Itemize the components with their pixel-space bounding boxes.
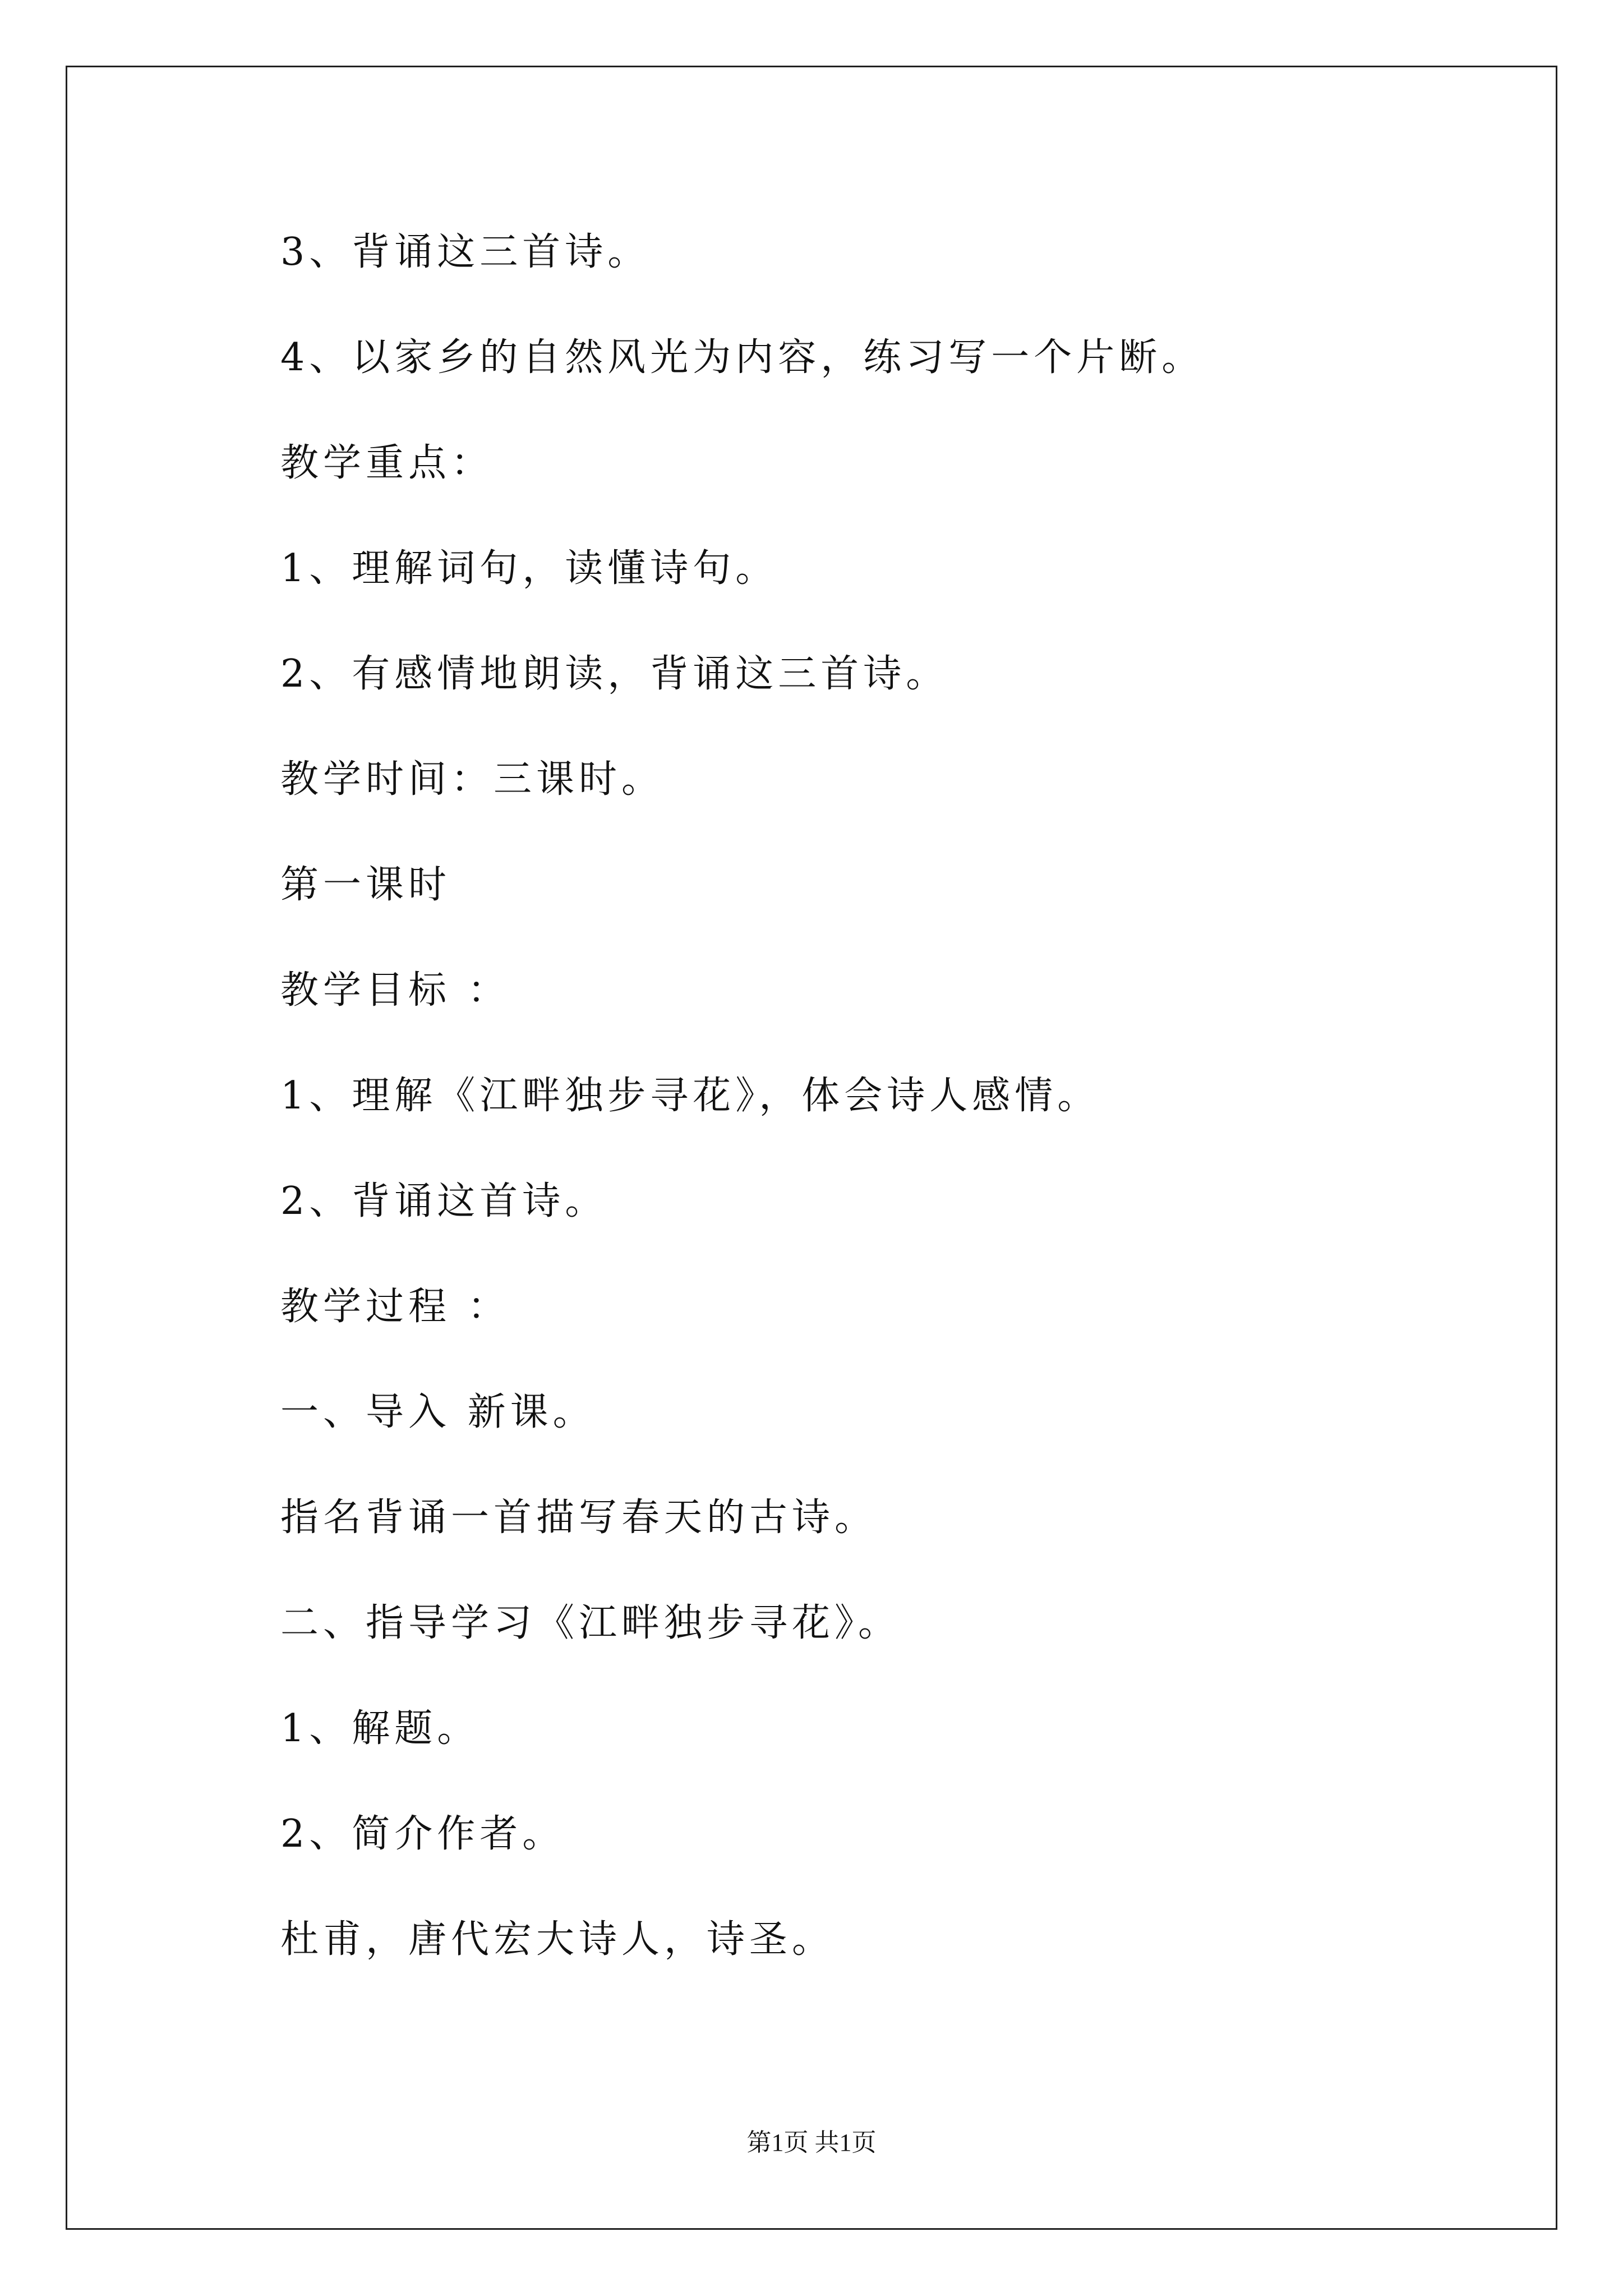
text-line: 指名背诵一首描写春天的古诗。 [280, 1496, 878, 1540]
text-line: 2、背诵这首诗。 [280, 1179, 608, 1223]
text-line: 1、解题。 [280, 1706, 480, 1751]
section-heading: 教学目标 ： [280, 968, 510, 1013]
section-heading: 教学过程 ： [280, 1285, 510, 1329]
text-line: 2、简介作者。 [280, 1812, 565, 1856]
text-line: 1、理解《江畔独步寻花》，体会诗人感情。 [280, 1074, 1100, 1118]
text-line: 二、指导学习《江畔独步寻花》。 [280, 1601, 901, 1645]
page-border [66, 66, 1557, 2230]
page-number-footer: 第1页 共1页 [746, 2129, 877, 2156]
text-line: 1、理解词句，读懂诗句。 [280, 546, 778, 591]
section-heading: 教学重点： [280, 441, 494, 485]
text-line: 4、以家乡的自然风光为内容，练习写一个片断。 [280, 335, 1205, 380]
text-line: 2、有感情地朗读，背诵这三首诗。 [280, 652, 949, 696]
text-line: 一、导入 新课。 [280, 1390, 596, 1434]
text-line: 3、背诵这三首诗。 [280, 230, 651, 274]
text-line: 教学时间：三课时。 [280, 757, 665, 802]
text-line: 杜甫，唐代宏大诗人，诗圣。 [280, 1917, 835, 1962]
section-heading: 第一课时 [280, 863, 451, 907]
